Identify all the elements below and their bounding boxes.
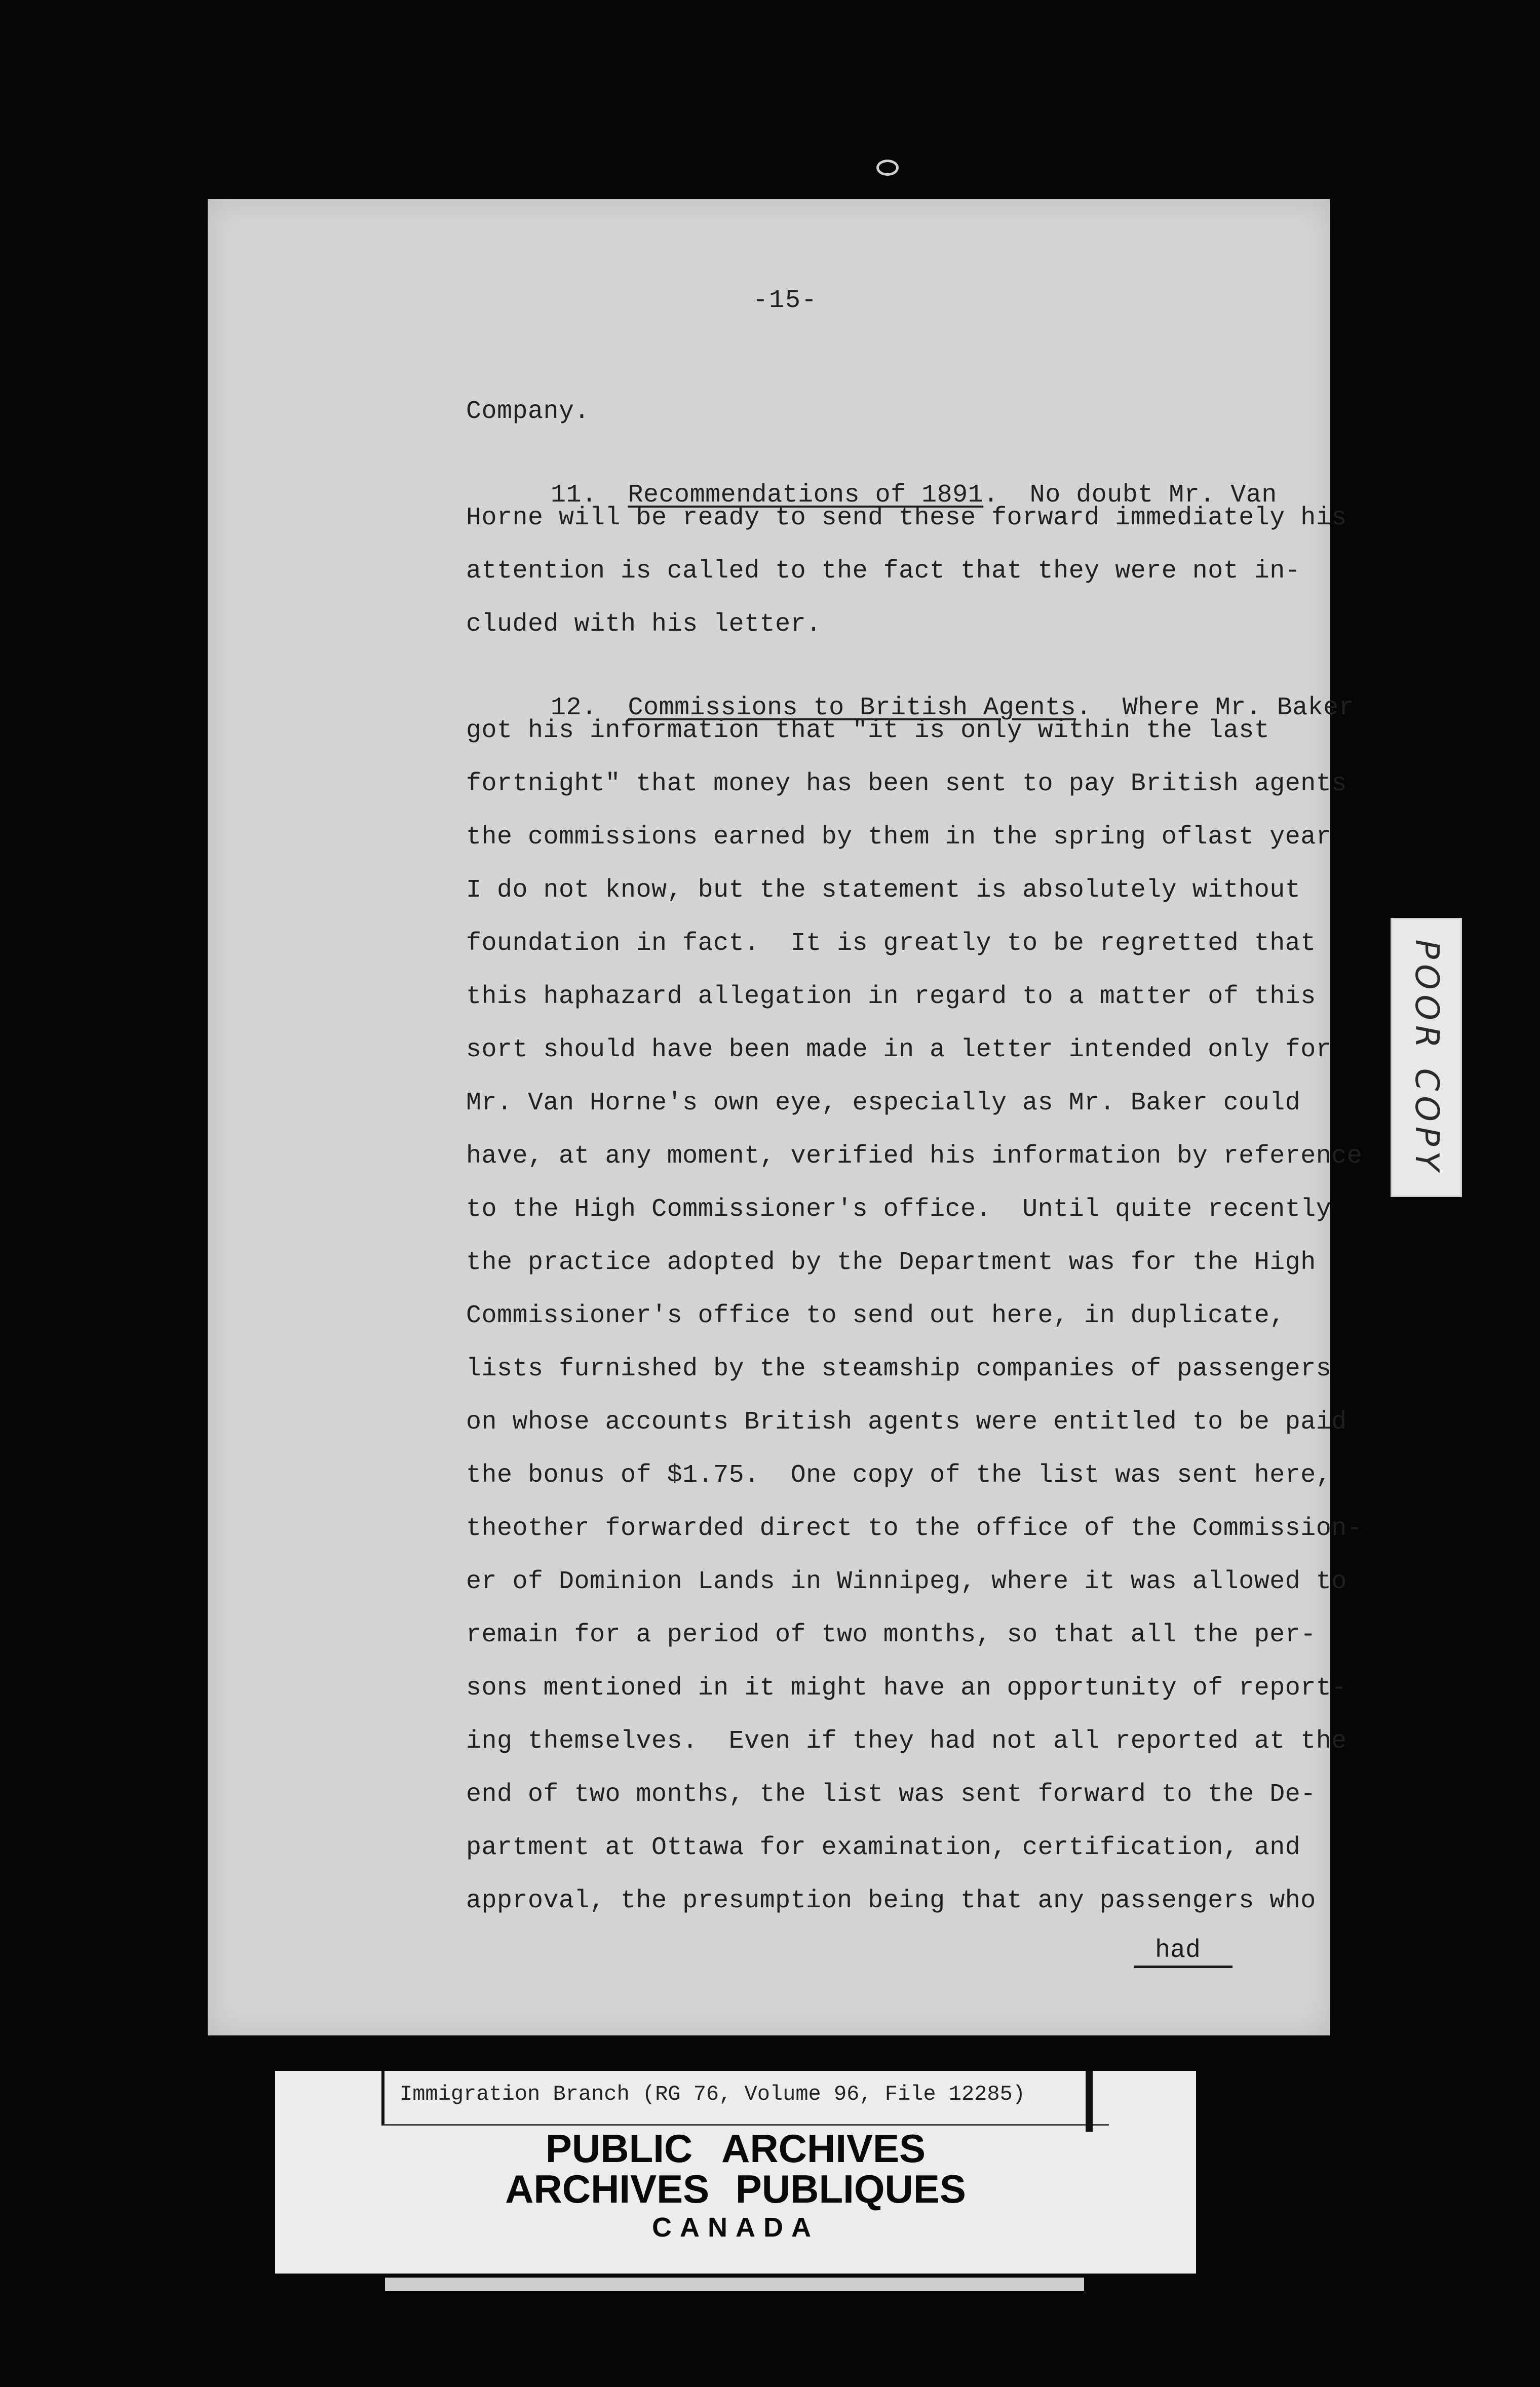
item-12-line xyxy=(520,663,1354,723)
text-line: fortnight" that money has been sent to pay British agents xyxy=(466,769,1347,798)
text-line: ing themselves. Even if they had not all reported at the xyxy=(466,1727,1347,1756)
item-11-rest: . No doubt Mr. Van xyxy=(983,481,1277,510)
text-line: the bonus of $1.75. One copy of the list was sent here, xyxy=(466,1461,1332,1490)
text-line: cluded with his letter. xyxy=(466,610,822,639)
text-line: sons mentioned in it might have an opportunity of report- xyxy=(466,1674,1347,1703)
reference-text: Immigration Branch (RG 76, Volume 96, File 12285) xyxy=(400,2082,1026,2106)
item-12-number: 12. xyxy=(551,694,597,722)
text-line: the practice adopted by the Department was for the High xyxy=(466,1248,1316,1277)
text-line: partment at Ottawa for examination, certification, and xyxy=(466,1833,1301,1862)
catchword-rule xyxy=(1134,1966,1233,1968)
item-11-line xyxy=(520,450,1277,511)
item-12-heading: Commissions to British Agents xyxy=(628,694,1076,722)
text-line: the commissions earned by them in the spring oflast year xyxy=(466,823,1332,852)
text-line: theother forwarded direct to the office of the Commission- xyxy=(466,1514,1363,1543)
text-line: Mr. Van Horne's own eye, especially as Mr. Baker could xyxy=(466,1089,1301,1118)
item-11-heading: Recommendations of 1891 xyxy=(628,481,984,510)
archive-title-french: ARCHIVES PUBLIQUES xyxy=(505,2167,966,2211)
text-line: attention is called to the fact that they were not in- xyxy=(466,557,1301,586)
reference-bar xyxy=(1086,2071,1093,2132)
label-bottom-strip xyxy=(385,2278,1084,2291)
item-12-rest: . Where Mr. Baker xyxy=(1076,694,1355,722)
text-line: this haphazard allegation in regard to a matter of this xyxy=(466,982,1316,1011)
reference-box xyxy=(381,2071,1109,2126)
text-line: have, at any moment, verified his information by reference xyxy=(466,1142,1363,1171)
poor-copy-stamp xyxy=(1391,918,1462,1197)
text-line: got his information that "it is only within the last xyxy=(466,716,1270,745)
text-line: Commissioner's office to send out here, in duplicate, xyxy=(466,1301,1285,1330)
archive-country: CANADA xyxy=(652,2212,819,2243)
text-line: Horne will be ready to send these forward immediately his xyxy=(466,504,1347,532)
speck-mark xyxy=(876,160,899,176)
text-line: foundation in fact. It is greatly to be regretted that xyxy=(466,929,1316,958)
text-line: I do not know, but the statement is absolutely without xyxy=(466,876,1301,905)
archive-title-english: PUBLIC ARCHIVES xyxy=(545,2126,926,2171)
text-line: approval, the presumption being that any passengers who xyxy=(466,1886,1316,1915)
page-number: -15- xyxy=(752,286,818,315)
text-line: end of two months, the list was sent forward to the De- xyxy=(466,1780,1316,1809)
text-line: lists furnished by the steamship companies of passengers xyxy=(466,1355,1332,1383)
archive-label xyxy=(275,2071,1196,2274)
text-line: remain for a period of two months, so that all the per- xyxy=(466,1621,1316,1649)
text-line: sort should have been made in a letter intended only for xyxy=(466,1035,1332,1064)
text-line: Company. xyxy=(466,397,590,426)
catchword: had xyxy=(1155,1936,1201,1965)
item-11-number: 11. xyxy=(551,481,597,510)
poor-copy-text: POOR COPY xyxy=(1407,939,1445,1176)
text-line: on whose accounts British agents were entitled to be paid xyxy=(466,1408,1347,1437)
text-line: to the High Commissioner's office. Until quite recently xyxy=(466,1195,1332,1224)
text-line: er of Dominion Lands in Winnipeg, where it was allowed to xyxy=(466,1567,1347,1596)
